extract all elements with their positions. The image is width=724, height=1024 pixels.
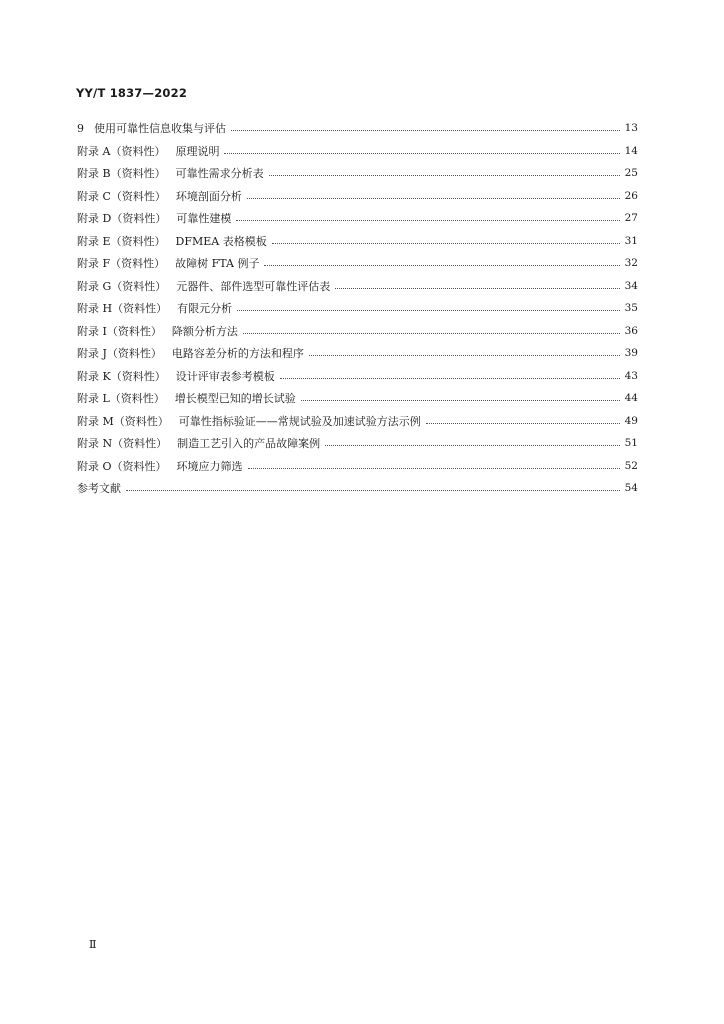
toc-entry[interactable]	[77, 387, 638, 410]
toc-entry[interactable]	[77, 477, 638, 500]
toc-entry-number: 附录 M（资料性）	[77, 414, 169, 428]
toc-entry[interactable]	[77, 140, 638, 163]
toc-entry[interactable]	[77, 432, 638, 455]
dot-leader	[243, 332, 620, 334]
toc-entry-title: 设计评审表参考模板	[175, 369, 275, 383]
toc-entry[interactable]	[77, 230, 638, 253]
toc-entry-page: 14	[624, 144, 638, 157]
toc-entry-title: 可靠性指标验证——常规试验及加速试验方法示例	[178, 414, 421, 428]
toc-entry-number: 附录 N（资料性）	[77, 437, 168, 451]
toc-entry-title: 环境剖面分析	[175, 189, 242, 203]
toc-entry-title: 降额分析方法	[171, 324, 238, 338]
dot-leader	[272, 242, 620, 244]
toc-entry-title: 电路容差分析的方法和程序	[171, 347, 304, 361]
toc-entry-page: 49	[624, 414, 638, 427]
toc-entry[interactable]	[77, 162, 638, 185]
toc-entry-page: 13	[624, 122, 638, 135]
toc-entry-number: 附录 A（资料性）	[77, 144, 166, 158]
dot-leader	[325, 444, 620, 446]
dot-leader	[231, 129, 620, 131]
page-number: Ⅱ	[89, 938, 97, 951]
dot-leader	[264, 264, 620, 266]
toc-entry-title: 元器件、部件选型可靠性评估表	[176, 279, 331, 293]
dot-leader	[224, 152, 620, 154]
toc-entry[interactable]	[77, 207, 638, 230]
toc-entry-page: 54	[624, 482, 638, 495]
toc-entry-page: 32	[624, 257, 638, 270]
toc-entry-number: 附录 D（资料性）	[77, 212, 167, 226]
toc-entry-title: 有限元分析	[177, 302, 233, 316]
toc-entry-page: 51	[624, 437, 638, 450]
toc-entry-page: 44	[624, 392, 638, 405]
table-of-contents	[77, 117, 638, 500]
dot-leader	[236, 219, 620, 221]
toc-entry-number: 附录 F（资料性）	[77, 257, 166, 271]
toc-entry-number: 附录 G（资料性）	[77, 279, 167, 293]
toc-entry-number: 参考文献	[77, 482, 121, 496]
document-code: YY/T 1837—2022	[76, 86, 188, 100]
toc-entry-page: 36	[624, 324, 638, 337]
toc-entry-number: 附录 K（资料性）	[77, 369, 166, 383]
toc-entry-page: 25	[624, 167, 638, 180]
toc-entry-title: DFMEA 表格模板	[175, 234, 267, 248]
toc-entry[interactable]	[77, 297, 638, 320]
dot-leader	[248, 467, 620, 469]
toc-entry-page: 52	[624, 459, 638, 472]
toc-entry[interactable]	[77, 342, 638, 365]
toc-entry[interactable]	[77, 117, 638, 140]
dot-leader	[280, 377, 620, 379]
toc-entry[interactable]	[77, 320, 638, 343]
toc-entry-number: 附录 H（资料性）	[77, 302, 168, 316]
toc-entry-title: 可靠性需求分析表	[175, 167, 264, 181]
toc-entry-page: 27	[624, 212, 638, 225]
toc-entry-number: 9	[77, 121, 84, 135]
toc-entry-page: 35	[624, 302, 638, 315]
dot-leader	[335, 287, 620, 289]
toc-entry-number: 附录 O（资料性）	[77, 459, 167, 473]
toc-entry-number: 附录 L（资料性）	[77, 392, 165, 406]
toc-entry-number: 附录 J（资料性）	[77, 347, 162, 361]
toc-entry-page: 39	[624, 347, 638, 360]
toc-entry-page: 31	[624, 234, 638, 247]
dot-leader	[237, 309, 620, 311]
dot-leader	[309, 354, 620, 356]
toc-entry-number: 附录 B（资料性）	[77, 167, 166, 181]
toc-entry-title: 使用可靠性信息收集与评估	[94, 122, 226, 136]
toc-entry-page: 34	[624, 279, 638, 292]
toc-entry-page: 43	[624, 369, 638, 382]
toc-entry-title: 故障树 FTA 例子	[175, 257, 260, 271]
toc-entry[interactable]	[77, 185, 638, 208]
toc-entry-title: 制造工艺引入的产品故障案例	[177, 437, 321, 451]
toc-entry[interactable]	[77, 275, 638, 298]
toc-entry[interactable]	[77, 365, 638, 388]
toc-entry-title: 原理说明	[175, 144, 220, 158]
dot-leader	[247, 197, 620, 199]
toc-entry-title: 环境应力筛选	[176, 459, 243, 473]
toc-entry-title: 可靠性建模	[176, 212, 232, 226]
toc-entry-page: 26	[624, 189, 638, 202]
toc-entry-number: 附录 I（资料性）	[77, 324, 162, 338]
dot-leader	[126, 489, 620, 491]
toc-entry-title: 增长模型已知的增长试验	[174, 392, 296, 406]
toc-entry[interactable]	[77, 410, 638, 433]
toc-entry[interactable]	[77, 455, 638, 478]
toc-entry-number: 附录 E（资料性）	[77, 234, 166, 248]
dot-leader	[269, 174, 620, 176]
toc-entry-number: 附录 C（资料性）	[77, 189, 166, 203]
dot-leader	[301, 399, 620, 401]
dot-leader	[426, 422, 620, 424]
toc-entry[interactable]	[77, 252, 638, 275]
